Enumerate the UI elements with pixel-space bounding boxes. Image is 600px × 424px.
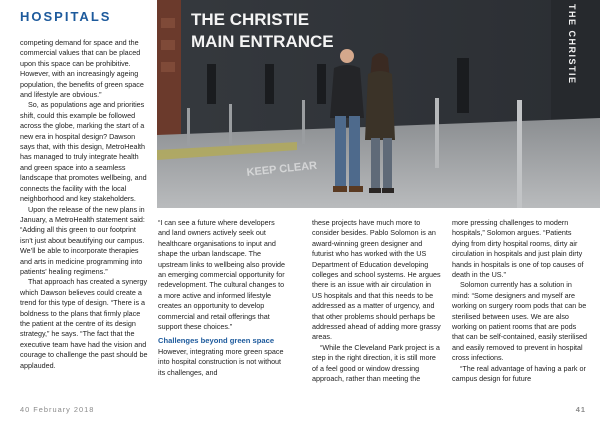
paragraph: That approach has created a synergy which Dawson believes could create a trend for this type of design. “There is a boldness to the plans that firmly place the patient at the centre of its design strategy,” he says. “The fact that the executive team have had the vision and courage to challenge the past should be applauded. [20,277,148,370]
road-marking: KEEP CLEAR [246,159,318,179]
paragraph: “While the Cleveland Park project is a step in the right direction, it is still more of a feel good or window dressing approach, rather than meeting the [312,342,440,384]
paragraph: So, as populations age and priorities shift, could this example be followed across the globe, marking the start of a new era in hospital design? Dawson says that, with this design, MetroHealth has managed to truly integrate health and green space into a seamless landscape that promotes wellbeing, and connects the facility with the local neighborhood and key stakeholders. [20,100,147,204]
paragraph: “The real advantage of having a park or campus design for future [452,363,586,384]
subheading: Challenges beyond green space [158,336,275,346]
paragraph: more pressing challenges to modern hospitals,” Solomon argues. “Patients dying from dirty hospital rooms, dirty air circulation in hospitals and just plain dirty hands in hospitals is one of top causes of death in the US.” [452,218,584,280]
article-column-4 [452,218,588,396]
page-folio-right: 41 [575,405,586,414]
article-column-2 [158,218,288,396]
side-sign: THE CHRISTIE [567,4,577,85]
paragraph: Upon the release of the new plans in January, a MetroHealth statement said: “Adding all this green to our footprint isn’t just about beautifying our campus. We’ll be able to incorporate therapies and arts in medicine programming into patients’ healing regimens.” [20,204,145,276]
page-folio-left: 40 February 2018 [20,405,95,414]
section-title: HOSPITALS [20,9,112,24]
entrance-photo [157,0,600,208]
article-column-1 [20,38,148,396]
sign-line-1: THE CHRISTIE [191,10,310,29]
paragraph: competing demand for space and the commercial values that can be placed upon this space can be prohibitive. However, with an increasingly ageing population, the benefits of green space and lifestyle are obvious.” [20,38,144,100]
paragraph: “I can see a future where developers and land owners actively seek out healthcare organisations to input and shape the urban landscape. The upstream links to wellbeing also provide an emerging commercial opportunity for redevelopment. The cultural changes to a more active and informed lifestyle creates an opportunity to develop commercial and retail offerings that support these choices.” [158,218,286,332]
paragraph: Solomon currently has a solution in mind: “Some designers and myself are working on surgery room pods that can be sterilised between uses. We are also working on patient rooms that are pods that can be self-contained, easily sterilised and easily removed to prevent in hospital cross infections. [452,280,588,363]
sign-line-2: MAIN ENTRANCE [191,32,334,51]
article-column-3 [312,218,442,396]
paragraph: However, integrating more green space into hospital construction is not without its challenges, and [158,346,284,377]
paragraph: these projects have much more to consider besides. Pablo Solomon is an award-winning green designer and futurist who has worked with the US Department of Education developing colleges and school systems. He argues there is an issue with air circulation in US hospitals and that this needs to be addressed as a matter of urgency, and that other problems should perhaps be addressed ahead of adding more grassy areas. [312,218,441,342]
